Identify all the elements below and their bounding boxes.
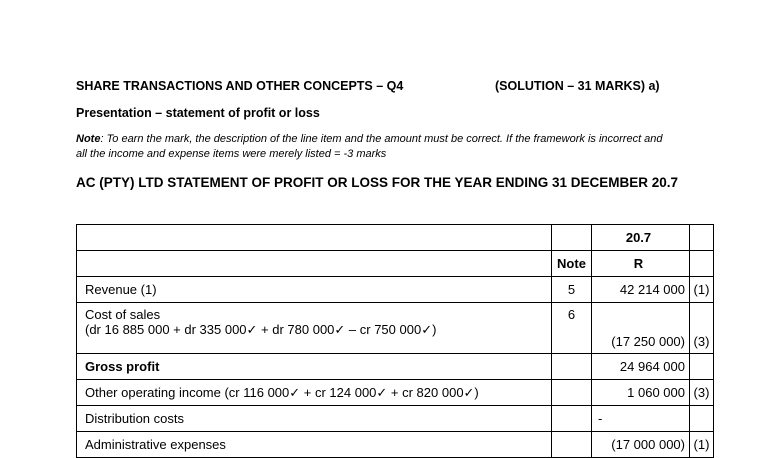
- table-header-row-units: [77, 251, 714, 277]
- line-item-calculation: (dr 16 885 000 + dr 335 000✓ + dr 780 000✓ – cr 750 000✓): [85, 322, 437, 337]
- amount: (17 000 000): [592, 432, 690, 458]
- marks: (1): [690, 277, 714, 303]
- header-blank-cell: [77, 251, 552, 277]
- table-row: [77, 277, 714, 303]
- marking-note: [76, 132, 663, 162]
- note-ref: [552, 354, 592, 380]
- table-row: [77, 432, 714, 458]
- year-header: 20.7: [592, 225, 690, 251]
- amount: 24 964 000: [592, 354, 690, 380]
- statement-title: AC (PTY) LTD STATEMENT OF PROFIT OR LOSS FOR THE YEAR ENDING 31 DECEMBER 20.7: [76, 175, 679, 190]
- section-subtitle: Presentation – statement of profit or loss: [76, 106, 320, 120]
- line-item: Revenue (1): [77, 277, 552, 303]
- amount: 1 060 000: [592, 380, 690, 406]
- marks: [690, 354, 714, 380]
- header-blank-cell: [77, 225, 552, 251]
- marks: (3): [690, 303, 714, 354]
- note-ref: [552, 406, 592, 432]
- solution-label: (SOLUTION – 31 MARKS) a): [495, 79, 660, 93]
- note-label: Note: [76, 133, 101, 145]
- line-item: Administrative expenses: [77, 432, 552, 458]
- note-ref: 5: [552, 277, 592, 303]
- amount: 42 214 000: [592, 277, 690, 303]
- header-blank-cell: [552, 225, 592, 251]
- header-blank-cell: [690, 251, 714, 277]
- table-row: [77, 380, 714, 406]
- line-item: Gross profit: [77, 354, 552, 380]
- note-line-1: : To earn the mark, the description of the line item and the amount must be correct. If the framework is incorrect and: [100, 133, 663, 145]
- document-title: [76, 79, 660, 93]
- table-row: [77, 406, 714, 432]
- note-ref: [552, 432, 592, 458]
- note-line-2: all the income and expense items were merely listed = -3 marks: [76, 148, 387, 160]
- profit-loss-table: [76, 224, 714, 458]
- table-header-row-year: [77, 225, 714, 251]
- line-item: Other operating income (cr 116 000✓ + cr 124 000✓ + cr 820 000✓): [77, 380, 552, 406]
- document-title-text: SHARE TRANSACTIONS AND OTHER CONCEPTS – Q4: [76, 79, 404, 93]
- table-row: [77, 303, 714, 354]
- line-item: [77, 303, 552, 354]
- note-ref: [552, 380, 592, 406]
- amount: (17 250 000): [592, 303, 690, 354]
- marks: (1): [690, 432, 714, 458]
- header-blank-cell: [690, 225, 714, 251]
- note-ref: 6: [552, 303, 592, 354]
- marks: (3): [690, 380, 714, 406]
- line-item: Distribution costs: [77, 406, 552, 432]
- amount: -: [592, 406, 690, 432]
- marks: [690, 406, 714, 432]
- note-column-header: Note: [552, 251, 592, 277]
- currency-header: R: [592, 251, 690, 277]
- table-row: [77, 354, 714, 380]
- line-item-label: Cost of sales: [85, 307, 161, 322]
